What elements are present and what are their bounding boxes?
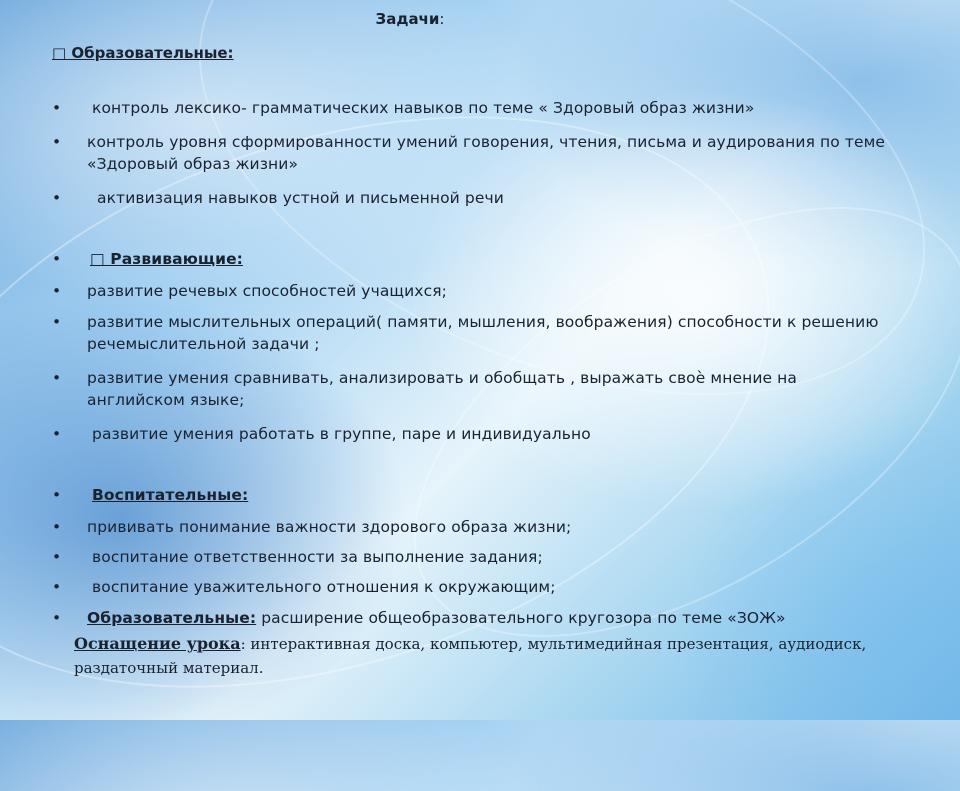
bullet: •: [52, 609, 62, 627]
equipment-label: Оснащение урока: [74, 634, 241, 653]
list-item-text: контроль уровня сформированности умений говорения, чтения, письма и аудирования по теме «Здоровый образ жизни»: [87, 133, 886, 173]
list-item-text: активизация навыков устной и письменной речи: [97, 189, 504, 207]
educational-label: Образовательные:: [87, 609, 257, 627]
lesson-equipment: [74, 632, 894, 680]
list-item: [52, 97, 892, 119]
bullet: •: [52, 578, 62, 596]
title-colon: :: [439, 10, 445, 28]
list-item-text: развитие мыслительных операций( памяти, мышления, воображения) способности к решению речемыслительной задачи ;: [87, 313, 879, 353]
bullet: •: [52, 548, 62, 566]
list-item: [52, 546, 892, 568]
list-item: [52, 280, 892, 302]
bullet: •: [52, 518, 62, 536]
list-item-text: прививать понимание важности здорового образа жизни;: [87, 518, 572, 536]
equipment-text: : интерактивная доска, компьютер, мультимедийная презентация, аудиодиск, раздаточный материал.: [74, 635, 867, 677]
bullet: •: [52, 486, 62, 504]
bullet: •: [52, 369, 62, 387]
list-item: [52, 311, 892, 355]
educational-heading: □ Образовательные:: [52, 44, 234, 62]
bullet: •: [52, 425, 62, 443]
list-item-text: развитие умения работать в группе, паре и индивидуально: [92, 425, 591, 443]
list-item-text: развитие речевых способностей учащихся;: [87, 282, 447, 300]
developmental-heading: □ Развивающие:: [90, 250, 243, 268]
list-item-text: [87, 607, 892, 629]
bullet: •: [52, 189, 62, 207]
list-item-text: воспитание уважительного отношения к окружающим;: [92, 578, 556, 596]
bullet: •: [52, 313, 62, 331]
list-item: [52, 607, 892, 629]
list-item-text: контроль лексико- грамматических навыков по теме « Здоровый образ жизни»: [92, 99, 755, 117]
upbringing-heading: Воспитательные:: [92, 486, 249, 504]
list-item: [52, 187, 892, 209]
list-item: [52, 248, 892, 270]
list-item: [52, 516, 892, 538]
list-item: [52, 576, 892, 598]
list-item: [52, 367, 892, 411]
bullet: •: [52, 250, 62, 268]
title-text: Задачи: [375, 10, 440, 28]
bullet: •: [52, 99, 62, 117]
bullet: •: [52, 133, 62, 151]
list-item: [52, 484, 892, 506]
bullet: •: [52, 282, 62, 300]
slide-title: [0, 10, 820, 28]
list-item-text: развитие умения сравнивать, анализировать и обобщать , выражать своѐ мнение на английском языке;: [87, 369, 797, 409]
list-item-text: воспитание ответственности за выполнение задания;: [92, 548, 543, 566]
list-item-text: расширение общеобразовательного кругозора по теме «ЗОЖ»: [256, 609, 786, 627]
list-item: [52, 131, 892, 175]
list-item: [52, 423, 892, 445]
